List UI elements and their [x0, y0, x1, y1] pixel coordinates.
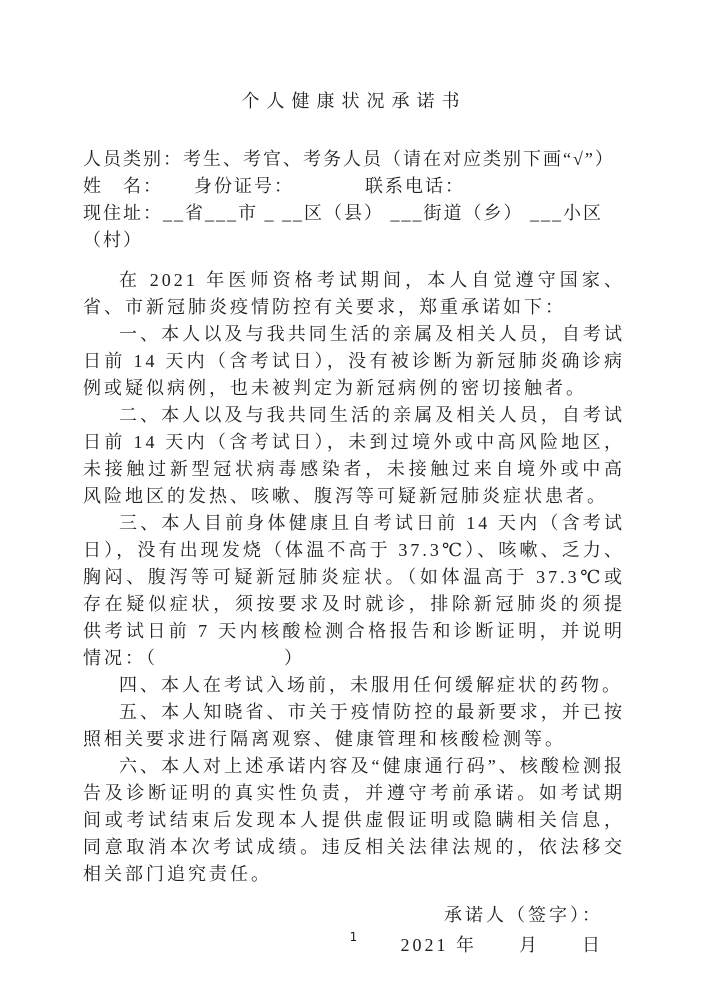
personnel-category-line: 人员类别：考生、考官、考务人员（请在对应类别下画“√”）	[83, 149, 615, 169]
paragraph-item-3: 三、本人目前身体健康且自考试日前 14 天内（含考试日），没有出现发烧（体温不高于 37.3℃）、咳嗽、乏力、胸闷、腹泻等可疑新冠肺炎症状。（如体温高于 37.3℃或存在疑似症状，须按要求及时就诊，排除新冠肺炎的须提供考试日前 7 天内核酸检测合格报告和诊断证明，并说明情况：（ ）	[83, 513, 625, 668]
page-number: 1	[349, 930, 358, 944]
document-title: 个人健康状况承诺书	[241, 91, 467, 111]
paragraph-item-6: 六、本人对上述承诺内容及“健康通行码”、核酸检测报告及诊断证明的真实性负责，并遵守考前承诺。如考试期间或考试结束后发现本人提供虚假证明或隐瞒相关信息，同意取消本次考试成绩。违反相关法律法规的，依法移交相关部门追究责任。	[83, 756, 625, 884]
commitment-body	[83, 267, 625, 888]
paragraph-item-4: 四、本人在考试入场前，未服用任何缓解症状的药物。	[119, 675, 623, 695]
header-fields	[83, 146, 625, 254]
signer-line: 承诺人（签字）：	[444, 905, 603, 925]
paragraph-item-1: 一、本人以及与我共同生活的亲属及相关人员，自考试日前 14 天内（含考试日），没有被诊断为新冠肺炎确诊病例或疑似病例，也未被判定为新冠病例的密切接触者。	[83, 324, 625, 398]
name-id-phone-line: 姓 名： 身份证号： 联系电话：	[83, 176, 465, 196]
paragraph-intro: 在 2021 年医师资格考试期间，本人自觉遵守国家、省、市新冠肺炎疫情防控有关要求，郑重承诺如下：	[83, 270, 625, 317]
paragraph-item-2: 二、本人以及与我共同生活的亲属及相关人员，自考试日前 14 天内（含考试日），未到过境外或中高风险地区，未接触过新型冠状病毒感染者，未接触过来自境外或中高风险地区的发热、咳嗽、腹泻等可疑新冠肺炎症状患者。	[83, 405, 625, 506]
address-line: 现住址：__省___市 _ __区（县） ___街道（乡） ___小区（村）	[83, 203, 603, 250]
date-line: 2021 年 月 日	[400, 935, 603, 955]
paragraph-item-5: 五、本人知晓省、市关于疫情防控的最新要求，并已按照相关要求进行隔离观察、健康管理和核酸检测等。	[83, 702, 625, 749]
